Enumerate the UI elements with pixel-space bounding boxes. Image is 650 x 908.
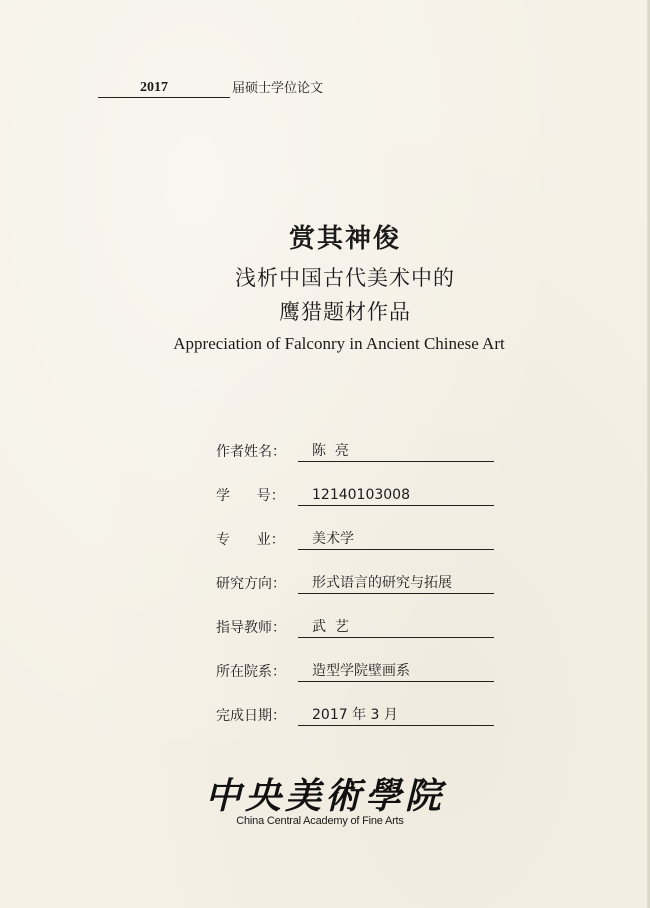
info-label: 所在院系： bbox=[216, 664, 286, 680]
year-field: 2017 bbox=[98, 79, 230, 98]
info-row-author bbox=[216, 440, 494, 462]
academy-logo-english: China Central Academy of Fine Arts bbox=[236, 815, 404, 827]
info-value: 武 艺 bbox=[298, 617, 494, 638]
academy-logo-calligraphy: 中央美術學院 bbox=[204, 775, 445, 817]
info-label: 作者姓名： bbox=[216, 444, 286, 460]
author-info-table bbox=[216, 440, 494, 726]
info-value: 陈 亮 bbox=[298, 441, 494, 462]
info-row-completion-date bbox=[216, 682, 494, 726]
info-label: 完成日期： bbox=[216, 708, 286, 724]
info-row-major bbox=[216, 506, 494, 550]
info-label: 指导教师： bbox=[216, 620, 286, 636]
main-title: 赏其神俊 bbox=[288, 224, 401, 254]
info-value: 美术学 bbox=[298, 529, 494, 550]
english-title: Appreciation of Falconry in Ancient Chinese Art bbox=[173, 334, 505, 353]
info-label: 研究方向： bbox=[216, 576, 286, 592]
info-value: 2017 年 3 月 bbox=[298, 705, 494, 726]
info-row-advisor bbox=[216, 594, 494, 638]
info-value: 造型学院壁画系 bbox=[298, 661, 494, 682]
info-row-student-id bbox=[216, 462, 494, 506]
subtitle-line-2: 鹰猎题材作品 bbox=[279, 300, 411, 324]
info-row-research-direction bbox=[216, 550, 494, 594]
info-value: 12140103008 bbox=[298, 485, 494, 506]
info-label: 专 业： bbox=[216, 532, 285, 548]
info-label: 学 号： bbox=[216, 488, 285, 504]
subtitle-line-1: 浅析中国古代美术中的 bbox=[235, 266, 455, 290]
thesis-year-header bbox=[98, 79, 323, 98]
info-row-department bbox=[216, 638, 494, 682]
degree-label: 届硕士学位论文 bbox=[232, 81, 324, 96]
info-value: 形式语言的研究与拓展 bbox=[298, 573, 494, 594]
